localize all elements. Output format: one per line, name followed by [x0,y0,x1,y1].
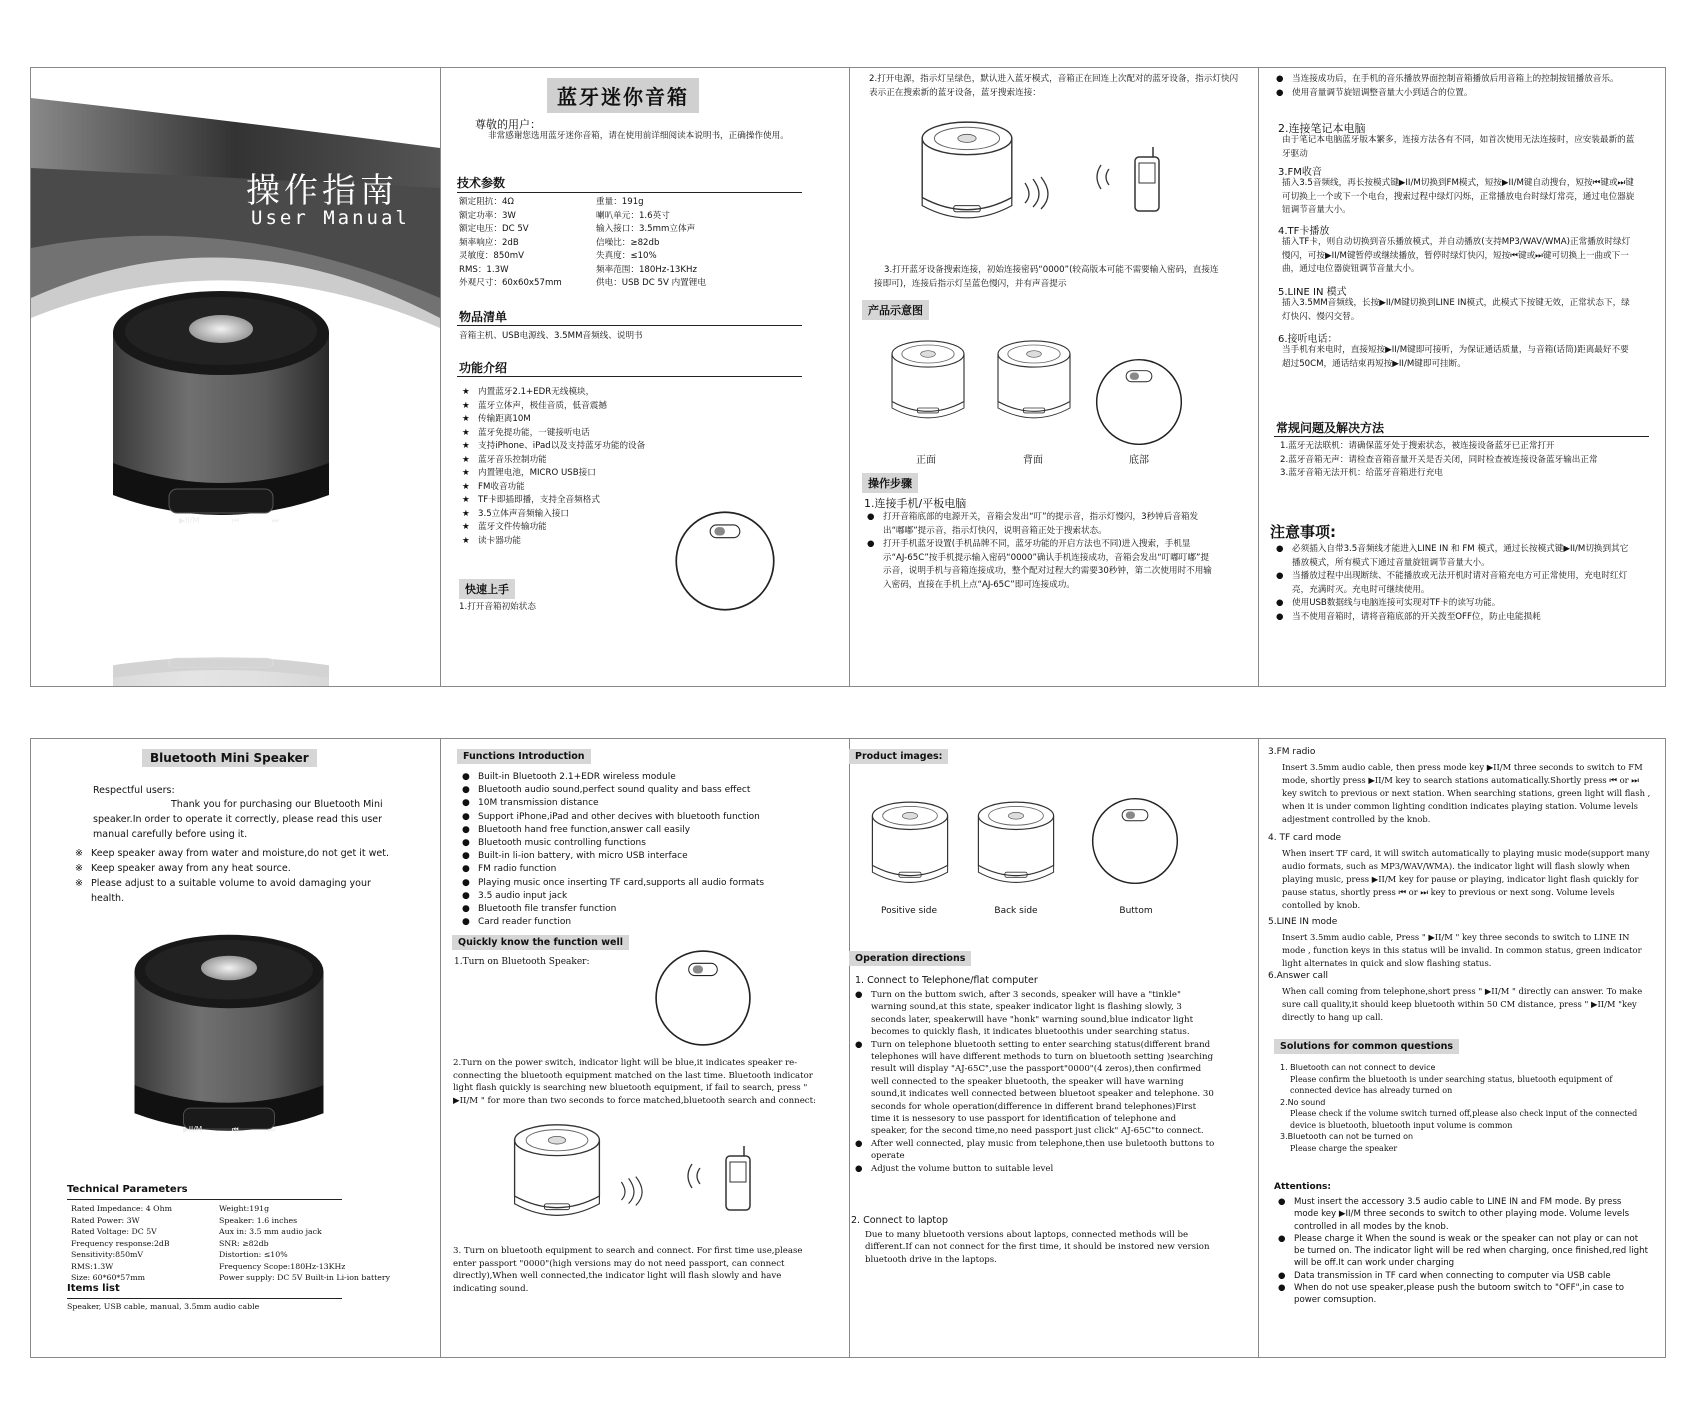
list-item-text: 10M transmission distance [478,798,599,809]
bullet-icon: ● [462,890,470,901]
table-cell: 重量：191g [596,197,644,207]
en-ops-title: Operation directions [849,951,971,966]
table-cell: Rated Power: 3W [71,1215,140,1225]
list-item-text: FM收音功能 [478,481,525,492]
cn-quick-step1: 1.打开音箱初始状态 [459,602,536,612]
signal-waves-icon [1019,173,1059,213]
cover-title-cn: 操作指南 [246,171,398,211]
list-item-text: 蓝牙音乐控制功能 [478,454,547,465]
bullet-icon: ● [1276,571,1284,581]
cn-tech-title: 技术参数 [457,176,506,190]
label-front: 正面 [916,455,936,466]
faq-question: 1. Bluetooth can not connect to device [1280,1063,1436,1072]
cn-items-title: 物品清单 [459,310,508,324]
en-ops-list [855,989,1215,1175]
cn-s6-text: 当手机有来电时，直接短按▶II/M键即可接听，为保证通话质量，与音箱(话筒)距离最好不要超过50CM，通话结束再短按▶II/M键即可挂断。 [1282,345,1629,369]
divider [67,1199,342,1200]
list-item [855,1039,1215,1138]
cn-faq-title: 常规问题及解决方法 [1276,421,1385,435]
list-item-text: Data transmission in TF card when connecting to computer via USB cable [1294,1270,1611,1281]
cn-quick-title: 快速上手 [459,579,515,599]
bullet-icon: ★ [462,535,470,546]
list-item [462,797,832,810]
cover-panel [31,68,441,686]
cn-steps-panel [849,68,1259,686]
cn-s4-text: 插入TF卡，则自动切换到音乐播放模式，并自动播放(支持MP3/WAV/WMA)正常播放时绿灯慢闪，可按▶II/M键暂停或继续播放，暂停时绿灯快闪，短按⏮键或⏭键可切换上一曲或下一曲，通过电位器旋钮调节音量大小。 [1282,237,1631,274]
bullet-icon: ● [462,772,470,782]
list-item [462,481,692,495]
cn-greeting: 尊敬的用户： [475,118,541,131]
en-intro-panel [31,739,441,1357]
en-faq-title: Solutions for common questions [1274,1039,1459,1054]
next-icon: ⏭ [271,516,279,525]
bullet-icon: ● [1276,544,1284,554]
list-item-text: Bluetooth hand free function,answer call easily [478,824,691,835]
list-item-text: Playing music once inserting TF card,supports all audio formats [478,877,765,888]
list-item-text: Bluetooth audio sound,perfect sound quality and bass effect [478,785,751,796]
cn-ops-list [867,511,1212,592]
cn-intro-panel [440,68,850,686]
en-s3-title: 3.FM radio [1268,747,1316,757]
list-item [462,771,832,784]
list-item-text: Please adjust to a suitable volume to avoid damaging your health. [91,878,371,904]
bullet-icon: ● [1278,1233,1286,1244]
cn-faq-list [1280,440,1635,481]
en-page-title: Bluetooth Mini Speaker [142,749,317,767]
list-item [462,837,832,850]
list-item [462,521,692,535]
cn-ops-sub1: 1.连接手机/平板电脑 [864,497,967,510]
list-item [1278,1270,1648,1282]
list-item-text: After well connected, play music from telephone,then use buletooth buttons to operate [871,1138,1215,1162]
cn-s4-title: 4.TF卡播放 [1278,226,1330,237]
speaker-bottom-drawing [1089,795,1181,887]
list-item [1276,570,1636,597]
speaker-front-drawing [863,797,957,891]
list-item-text: Turn on telephone bluetooth setting to enter searching status(different brand telephones will have different methods to turn on bluetooth setting )searching result will display "AJ-65C",use the passport"0000"(4 zeros),then confirmed well connected to the speaker bluetooth, the speaker will have warning sound,it indicates well connected between bluetoot speaker and telephone. 30 seconds for whole operation(difference in different brand telephones)First time it is nessesory to use passport for identification of telephone and speaker, for the second time,no need passport just click" AJ-65C"to connect. [871,1039,1214,1137]
en-tech-title: Technical Parameters [67,1184,188,1195]
cn-s6-title: 6.接听电话： [1278,334,1338,345]
bottom-switch-illustration [652,947,754,1049]
en-intro: Thank you for purchasing our Bluetooth Mini speaker.In order to operate it correctly, please read this user manual carefully before using it. [93,799,383,840]
list-item-text: 当不使用音箱时，请将音箱底部的开关拨至OFF位，防止电能损耗 [1292,611,1541,622]
list-item-text: Built-in Bluetooth 2.1+EDR wireless module [478,772,676,782]
faq-answer: Please check if the volume switch turned off,please also check input of the connected device is bluetooth, bluetooth input volume is common [1290,1109,1638,1130]
table-cell: Size: 60*60*57mm [71,1273,146,1282]
list-item-text: TF卡即插即播，支持全音频格式 [478,495,600,505]
table-cell: Frequency Scope:180Hz-13KHz [219,1261,346,1271]
en-s6-title: 6.Answer call [1268,971,1329,981]
cn-s5-text: 插入3.5MM音频线，长按▶II/M键切换到LINE IN模式，此模式下按键无效，正常状态下，绿灯快闪、慢闪交替。 [1282,298,1630,322]
bullet-icon: ● [1278,1197,1286,1207]
table-cell: 频率响应：2dB [459,237,519,248]
en-func-title: Functions Introduction [457,749,591,764]
cn-feature-list [462,386,692,548]
list-item [855,989,1215,1039]
list-item-text: Card reader function [478,917,572,928]
faq-question: 2.No sound [1280,1097,1326,1107]
en-step2: 2.Turn on the power switch, indicator light will be blue,it indicates speaker re-connecting the bluetooth equipment matched on the last time. Bluetooth indicator light flash quickly is searching new bluetooth equipment, if fail to search, press " ▶II/M " for more than two seconds to force matched,bluetooth search and connect: [453,1058,816,1106]
sheet-chinese [30,67,1666,687]
list-item [462,535,692,549]
list-item [462,508,692,522]
table-cell: Power supply: DC 5V Built-in Li-ion battery [219,1273,391,1282]
en-s6-text: When call coming from telephone,short press " ▶II/M " directly can answer. To make sure call quality,it should keep bluetooth within 50 CM distance, press " ▶II/M "key directly to hang up call. [1282,986,1643,1022]
faq-item: 3.蓝牙音箱无法开机：给蓝牙音箱进行充电 [1280,468,1443,478]
en-modes-panel [1258,739,1665,1357]
bullet-icon: ★ [462,468,470,478]
prev-icon: ⏮ [231,1125,239,1134]
speaker-back-drawing [969,797,1063,891]
list-item-text: Please charge it When the sound is weak or the speaker can not play or can not be turned on. The indicator light will be red when charging, once finished,red light will be off.It can work under charging [1294,1233,1648,1269]
list-item [462,413,692,427]
list-item-text: 3.5 audio input jack [478,890,568,901]
bullet-icon: ● [462,904,470,915]
bullet-icon: ※ [75,848,83,859]
en-greeting: Respectful users: [93,785,175,796]
list-item [462,386,692,400]
table-cell: 额定电压：DC 5V [459,224,529,234]
bullet-icon: ★ [462,495,470,505]
speaker-buttons [183,1125,275,1135]
list-item [462,467,692,481]
bottom-switch-illustration [672,508,778,614]
cn-s2-title: 2.连接笔记本电脑 [1278,122,1366,135]
list-item-text: Built-in li-ion battery, with micro USB interface [478,851,688,862]
cn-step3: 3.打开蓝牙设备搜索连接，初始连接密码“0000”(较高版本可能不需要输入密码，直接连接即可)，连接后指示灯呈蓝色慢闪，并有声音提示 [874,265,1219,289]
list-item [1278,1282,1648,1307]
table-cell: 灵敏度：850mV [459,251,525,261]
table-cell: 输入接口：3.5mm立体声 [596,224,696,234]
en-images-title: Product images: [849,749,948,764]
divider [457,376,802,377]
table-cell: Rated Impedance: 4 Ohm [71,1204,172,1213]
next-icon: ⏭ [268,1125,275,1134]
en-functions-panel [440,739,850,1357]
bullet-icon: ★ [462,400,470,411]
speaker-photo [101,273,341,553]
en-s4-title: 4. TF card mode [1268,833,1342,843]
en-s5-title: 5.LINE IN mode [1268,917,1338,927]
cn-intro: 非常感谢您选用蓝牙迷你音箱，请在使用前详细阅读本说明书，正确操作使用。 [488,131,789,141]
en-s3-text: Insert 3.5mm audio cable, then press mode key ▶II/M three seconds to switch to FM mode, shortly press ▶II/M key to search stations automatically.Shortly press ⏮ or ⏭ key switch to previous or next station. When searching stations, green light will flash , when it is under common lighting condition indicates playing station. Volume levels adjestment controlled by the knob. [1282,762,1651,824]
list-item-text: Keep speaker away from any heat source. [91,863,291,874]
table-cell: Distortion: ≤10% [219,1250,288,1259]
cn-images-title: 产品示意图 [862,300,929,320]
list-item-text: 传输距离10M [478,414,531,424]
faq-answer: Please confirm the bluetooth is under searching status, bluetooth equipment of connected device has already turned on [1290,1074,1613,1095]
list-item-text: 使用USB数据线与电脑连接可实现对TF卡的读写功能。 [1292,598,1501,608]
faq-answer: Please charge the speaker [1290,1143,1398,1153]
table-cell: Rated Voltage: DC 5V [71,1227,157,1236]
en-step3: 3. Turn on bluetooth equipment to search and connect. For first time use,please enter passport "0000"(high versions may do not need passport, can connect directly),When well connected,the indicator light will flash slowly and have indicating sound. [453,1246,803,1294]
list-item [462,440,692,454]
list-item-text: 必须插入自带3.5音频线才能进入LINE IN 和 FM 模式，通过长按模式键▶II/M切换到其它播放模式，所有模式下通过音量旋钮调节音量大小。 [1292,544,1629,568]
speaker-bottom-drawing [1093,356,1185,448]
bullet-icon: ※ [75,878,83,889]
list-item [462,890,832,903]
list-item-text: 蓝牙文件传输功能 [478,522,547,532]
list-item [462,877,832,890]
divider [457,192,802,193]
table-cell: RMS:1.3W [71,1261,114,1271]
list-item [462,863,832,876]
list-item-text: Must insert the accessory 3.5 audio cable to LINE IN and FM mode. By press mode key ▶II/M three seconds to switch to other playing mode. Volume levels controlled in all modes by the knob. [1294,1197,1630,1232]
bullet-icon: ● [462,917,470,928]
list-item [462,400,692,414]
bullet-icon: ● [1278,1270,1286,1281]
en-s4-text: When insert TF card, it will switch automatically to playing music mode(support many audio formats, such as MP3/WAV/WMA). the indicator light will flash slowly when playing music, press ▶II/M key for pause or playing, indicator light flash quickly for pause status, shortly press ⏮ or ⏭ key to previous or next song. Volume levels contolled by knob. [1282,848,1650,910]
list-item [75,876,390,906]
phone-icon [1081,140,1201,220]
en-notes-list [1278,1196,1648,1307]
en-tech-table [71,1203,409,1284]
list-item-text: 读卡器功能 [478,535,521,546]
list-item-text: 支持iPhone、iPad以及支持蓝牙功能的设备 [478,441,646,451]
en-items-title: Items list [67,1283,120,1294]
cn-s5-title: 5.LINE IN 模式 [1278,287,1347,298]
en-ops-sub1: 1. Connect to Telephone/flat computer [855,975,1038,986]
list-item [462,903,832,916]
bullet-icon: ★ [462,387,470,397]
divider [67,1298,342,1299]
bullet-icon: ● [855,1138,863,1149]
bullet-icon: ● [462,838,470,849]
list-item [462,454,692,468]
bullet-icon: ● [462,877,470,888]
label-back: Back side [994,906,1038,916]
list-item-text: Support iPhone,iPad and other decives with bluetooth function [478,811,760,822]
bullet-icon: ● [1276,611,1284,622]
list-item-text: 蓝牙免提功能，一键接听电话 [478,427,590,438]
divider [457,325,802,326]
bullet-icon: ★ [462,454,470,465]
label-bottom: Buttom [1119,906,1153,916]
table-cell: SNR: ≥82db [219,1238,269,1248]
table-cell: 额定阻抗：4Ω [459,197,515,207]
speaker-back-drawing [989,336,1079,426]
bullet-icon: ● [462,811,470,822]
table-cell: Weight:191g [219,1204,270,1213]
list-item [1276,597,1636,611]
en-ops-sub2: 2. Connect to laptop [851,1215,948,1226]
bullet-icon: ★ [462,427,470,438]
list-item [462,916,832,929]
bullet-icon: ● [1278,1283,1286,1294]
list-item [462,850,832,863]
cn-modes-panel [1258,68,1665,686]
list-item [462,784,832,797]
en-faq-list [1280,1062,1650,1154]
cn-step2: 2.打开电源，指示灯呈绿色，默认进入蓝牙模式，音箱正在回连上次配对的蓝牙设备，指示灯快闪表示正在搜索新的蓝牙设备，蓝牙搜索连接： [869,74,1239,98]
list-item [462,824,832,837]
list-item [75,846,390,861]
table-cell: Speaker: 1.6 inches [219,1215,298,1225]
list-item-text: 蓝牙立体声，极佳音质，低音震撼 [478,400,607,411]
list-item-text: 3.5立体声音频输入接口 [478,508,570,519]
list-item-text: 内置蓝牙2.1+EDR无线模块， [478,387,595,397]
list-item [75,861,390,876]
table-cell: 喇叭单元：1.6英寸 [596,210,670,221]
table-cell: 供电：USB DC 5V 内置锂电 [596,278,706,288]
faq-question: 3.Bluetooth can not be turned on [1280,1132,1414,1141]
en-feature-list [462,771,832,929]
table-cell: Aux in: 3.5 mm audio jack [219,1227,322,1236]
bullet-icon: ※ [75,863,83,874]
bullet-icon: ● [1276,598,1284,608]
table-cell: 频率范围：180Hz-13KHz [596,264,697,275]
bullet-icon: ● [462,864,470,875]
list-item-text: Adjust the volume button to suitable level [871,1163,1054,1174]
list-item [855,1163,1215,1175]
en-quick-step1: 1.Turn on Bluetooth Speaker: [454,957,590,967]
en-operations-panel [849,739,1259,1357]
speaker-buttons [179,516,279,526]
label-back: 背面 [1023,455,1043,466]
cn-notes-title: 注意事项: [1270,523,1336,541]
speaker-line-drawing [504,1119,610,1225]
list-item: ● 当连接成功后，在手机的音乐播放界面控制音箱播放后用音箱上的控制按钮播放音乐。 [1276,74,1619,84]
speaker-front-drawing [883,336,973,426]
en-ops-sub2-text: Due to many bluetooth versions about laptops, connected methods will be different.If can not connect for the first time, it should be instored new version bluetooth drive in the laptops. [865,1230,1210,1265]
cn-tech-table [459,196,766,291]
list-item-text: 当播放过程中出现断续、不能播放或无法开机时请对音箱充电方可正常使用，充电时红灯亮，充满时灭。充电时可继续使用。 [1292,571,1628,595]
list-item: ● 使用音量调节旋钮调整音量大小到适合的位置。 [1276,87,1473,98]
phone-icon [672,1139,792,1219]
list-item-text: Turn on the buttom swich, after 3 seconds, speaker will have a "tinkle" warning sound,at this state, speaker indicator light is flashing slowly, 3 seconds later, speakerwill have "honk" warning sound,blue indicator light becomes to quickly flash, it indicates bluetoothis under searching status. [871,990,1194,1038]
bullet-icon: ● [462,785,470,796]
cn-s3-text: 插入3.5音频线，再长按模式键▶II/M切换到FM模式，短按▶II/M键自动搜台，短按⏮键或⏭键可切换上一个或下一个电台，搜索过程中绿灯闪烁，正常播放电台时绿灯常亮，通过电位器旋钮调节音量大小。 [1282,178,1635,215]
list-item [462,494,692,508]
list-item-text: Bluetooth music controlling functions [478,838,646,849]
sheet-english [30,738,1666,1358]
signal-waves-icon [616,1173,652,1209]
bullet-icon: ★ [462,481,470,492]
list-item-text: 内置锂电池，MICRO USB接口 [478,468,596,478]
label-bottom: 底部 [1129,455,1149,466]
bullet-icon: ● [855,990,863,1000]
bullet-icon: ● [462,824,470,835]
speaker-line-drawing [911,116,1023,228]
list-item [855,1138,1215,1163]
cn-s2-text: 由于笔记本电脑蓝牙版本繁多，连接方法各有不同，如首次使用无法连接时，应安装最新的蓝牙驱动 [1282,135,1635,159]
bullet-icon: ★ [462,441,470,451]
bullet-icon: ● [855,1163,863,1174]
en-items-text: Speaker, USB cable, manual, 3.5mm audio cable [67,1302,260,1311]
play-pause-icon: ▶II/M [179,516,200,525]
cn-notes-list [1276,543,1636,624]
divider [1274,436,1649,437]
table-cell: Sensitivity:850mV [71,1250,144,1259]
list-item [1276,611,1636,625]
cn-s3-title: 3.FM收音 [1278,167,1322,178]
cn-page-title: 蓝牙迷你音箱 [547,78,699,113]
list-item [1278,1233,1648,1270]
table-cell: 失真度：≤10% [596,251,657,261]
en-quick-title: Quickly know the function well [452,935,629,950]
list-item-text: Bluetooth file transfer function [478,904,617,915]
list-item-text: FM radio function [478,864,557,875]
list-item: ● 打开手机蓝牙设置(手机品牌不同，蓝牙功能的开启方法也不同)进入搜索，手机显示“AJ-65C”按手机提示输入密码“0000”确认手机连接成功，音箱会发出“叮嘟叮嘟”提示音，说明手机与音箱连接成功，整个配对过程大约需要30秒钟，第二次使用时不用输入密码，直接在手机上点“AJ-65C”即可连接成功。 [867,539,1212,590]
cn-func-title: 功能介绍 [459,361,508,375]
label-positive: Positive side [881,906,937,916]
list-item-text: Keep speaker away from water and moisture,do not get it wet. [91,848,390,859]
en-warnings-list [75,846,390,906]
list-item [1276,543,1636,570]
list-item: ● 打开音箱底部的电源开关，音箱会发出“叮”的提示音，指示灯慢闪，3秒钟后音箱发出“嘟嘟”提示音，指示灯快闪，说明音箱正处于搜索状态。 [867,512,1199,536]
cn-ops-title: 操作步骤 [862,473,918,493]
list-item [462,427,692,441]
table-cell: RMS：1.3W [459,264,509,275]
cn-items-text: 音箱主机、USB电源线、3.5MM音频线、说明书 [459,331,643,341]
en-s5-text: Insert 3.5mm audio cable, Press " ▶II/M " key three seconds to switch to LINE IN mode , function keys in this status will be invalid. In common status, green indicator light alternates in quick and slow flashing status. [1282,932,1642,968]
table-cell: 信噪比：≥82db [596,237,660,248]
bullet-icon: ● [855,1039,863,1050]
faq-item: 1.蓝牙无法联机：请确保蓝牙处于搜索状态，被连接设备蓝牙已正常打开 [1280,441,1555,451]
bullet-icon: ★ [462,414,470,424]
speaker-reflection [101,642,341,686]
bullet-icon: ★ [462,508,470,519]
bullet-icon: ★ [462,522,470,532]
list-item [1278,1196,1648,1233]
play-pause-icon: ▶II/M [183,1125,203,1134]
bullet-icon: ● [462,798,470,809]
faq-item: 2.蓝牙音箱无声：请检查音箱音量开关是否关闭，同时检查被连接设备蓝牙输出正常 [1280,454,1598,465]
table-cell: 额定功率：3W [459,210,516,221]
en-notes-title: Attentions: [1274,1182,1332,1192]
table-cell: Frequency response:2dB [71,1238,170,1248]
cn-tips-list [1276,73,1634,100]
prev-icon: ⏮ [232,516,240,525]
table-cell: 外观尺寸：60x60x57mm [459,278,562,288]
bullet-icon: ● [462,851,470,862]
cover-title-en: User Manual [251,207,410,229]
list-item [462,811,832,824]
list-item-text: When do not use speaker,please push the butoom switch to "OFF",in case to power comsuption. [1294,1283,1624,1306]
